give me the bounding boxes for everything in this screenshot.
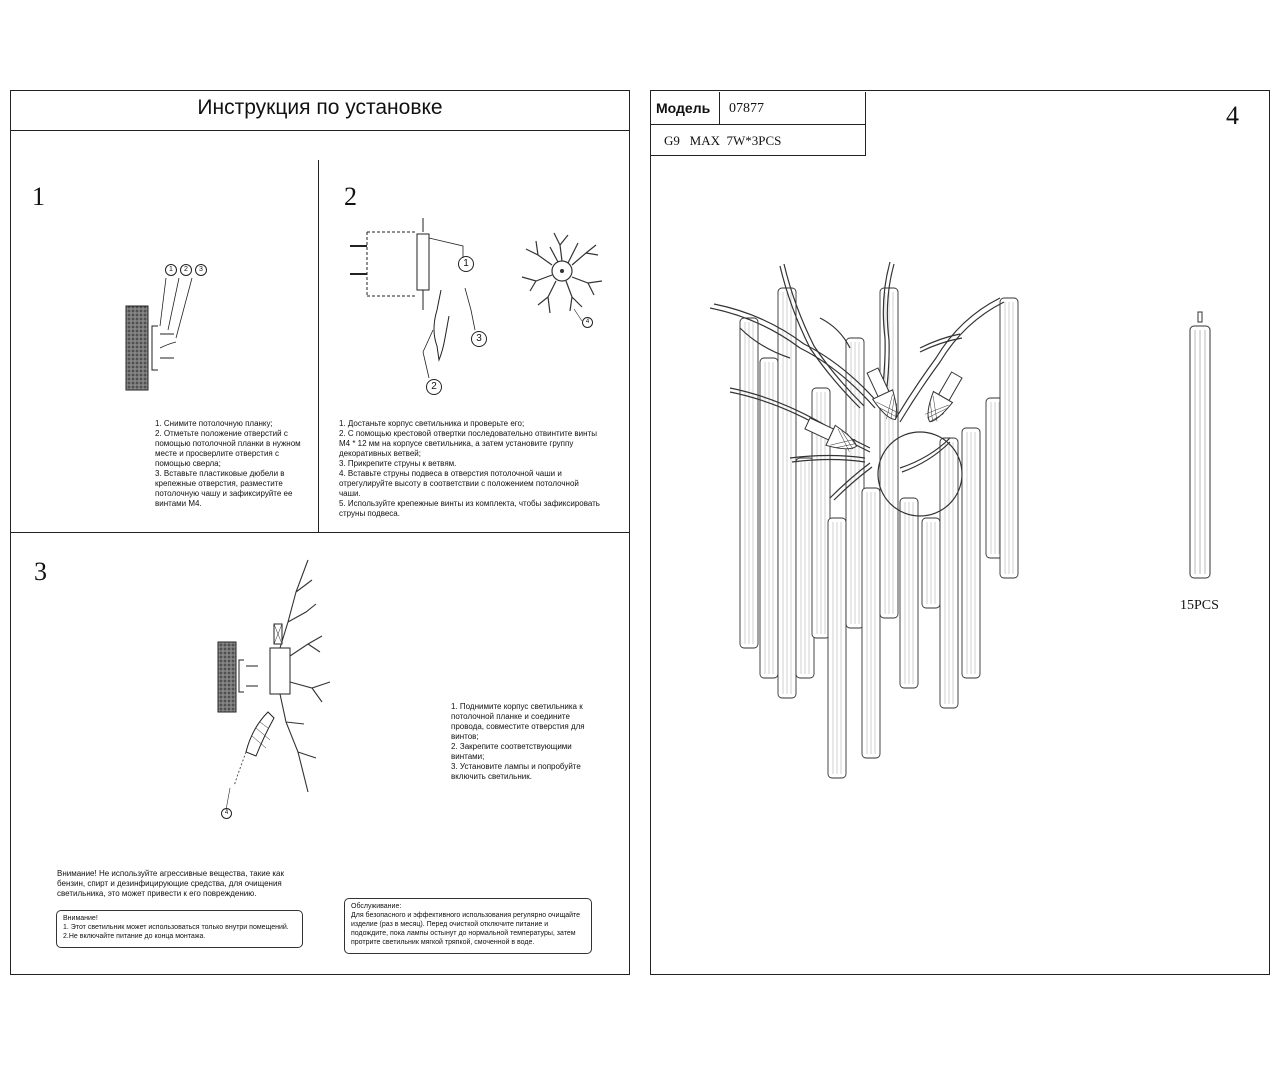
model-label: Модель bbox=[656, 100, 711, 116]
step-2-callout-1: 1 bbox=[458, 256, 474, 272]
model-value: 07877 bbox=[729, 101, 764, 116]
step-1-illustration bbox=[120, 258, 220, 398]
page-number: 4 bbox=[1226, 101, 1239, 130]
step-2-number: 2 bbox=[344, 182, 357, 211]
lamp-spec: G9 MAX 7W*3PCS bbox=[664, 133, 782, 148]
maintenance-box: Обслуживание: Для безопасного и эффективного использования регулярно очищайте изделие (раз в месяц). Перед очисткой отключите питание и подождите, пока лампы остынут до нормальной температуры, затем протрите светильник мягкой тряпкой, смоченной в воде. bbox=[344, 898, 592, 954]
part-quantity: 15PCS bbox=[1180, 598, 1219, 613]
step-2-callout-2: 2 bbox=[426, 379, 442, 395]
page-title: Инструкция по установке bbox=[197, 96, 443, 119]
title-divider bbox=[10, 130, 630, 131]
step-2-instructions: 1. Достаньте корпус светильника и проверьте его; 2. С помощью крестовой отвертки последовательно отвинтите винты М4 * 12 мм на корпусе светильника, а затем установите группу декоративных ветвей; 3. Прикрепите струны к ветвям. 4. Вставьте струны подвеса в отверстия потолочной чаши и отрегулируйте высоту в соответствии с положением потолочной чаши. 5. Используйте крепежные винты из комплекта, чтобы зафиксировать струны подвеса. bbox=[339, 419, 600, 518]
step-3-instructions: 1. Поднимите корпус светильника к потолочной планке и соедините провода, совместите отверстия для винтов; 2. Закрепите соответствующими винтами; 3. Установите лампы и попробуйте включить светильник. bbox=[451, 702, 585, 781]
section-divider-vertical bbox=[318, 160, 319, 532]
step-2-callout-4: 4 bbox=[582, 317, 593, 328]
product-drawing bbox=[700, 258, 1030, 778]
model-table-divider bbox=[650, 124, 866, 125]
warning-box: Внимание! 1. Этот светильник может использоваться только внутри помещений. 2.Не включайте питание до конца монтажа. bbox=[56, 910, 303, 948]
step-1-callout-1: 1 bbox=[165, 264, 177, 276]
step-1-number: 1 bbox=[32, 182, 45, 211]
step-2-callout-3: 3 bbox=[471, 331, 487, 347]
section-divider-horizontal bbox=[10, 532, 630, 533]
step-3-number: 3 bbox=[34, 557, 47, 586]
warning-chemicals: Внимание! Не используйте агрессивные вещества, такие как бензин, спирт и дезинфицирующие средства, для очищения светильника, это может привести к его повреждению. bbox=[57, 869, 287, 898]
step-3-assembly-illustration bbox=[212, 552, 352, 822]
step-2-branch-canopy-top-view bbox=[512, 225, 612, 335]
hanging-rod-part bbox=[1184, 312, 1224, 582]
step-1-callout-2: 2 bbox=[180, 264, 192, 276]
step-3-callout-4: 4 bbox=[221, 808, 232, 819]
step-2-exploded-diagram bbox=[345, 210, 495, 400]
step-1-instructions: 1. Снимите потолочную планку; 2. Отметьте положение отверстий с помощью потолочной планки в нужном месте и просверлите отверстия с помощью сверла; 3. Вставьте пластиковые дюбели в крепежные отверстия, разместите потолочную чашу и зафиксируйте ее винтами М4. bbox=[155, 419, 301, 508]
step-1-callout-3: 3 bbox=[195, 264, 207, 276]
model-label-divider bbox=[719, 92, 720, 124]
